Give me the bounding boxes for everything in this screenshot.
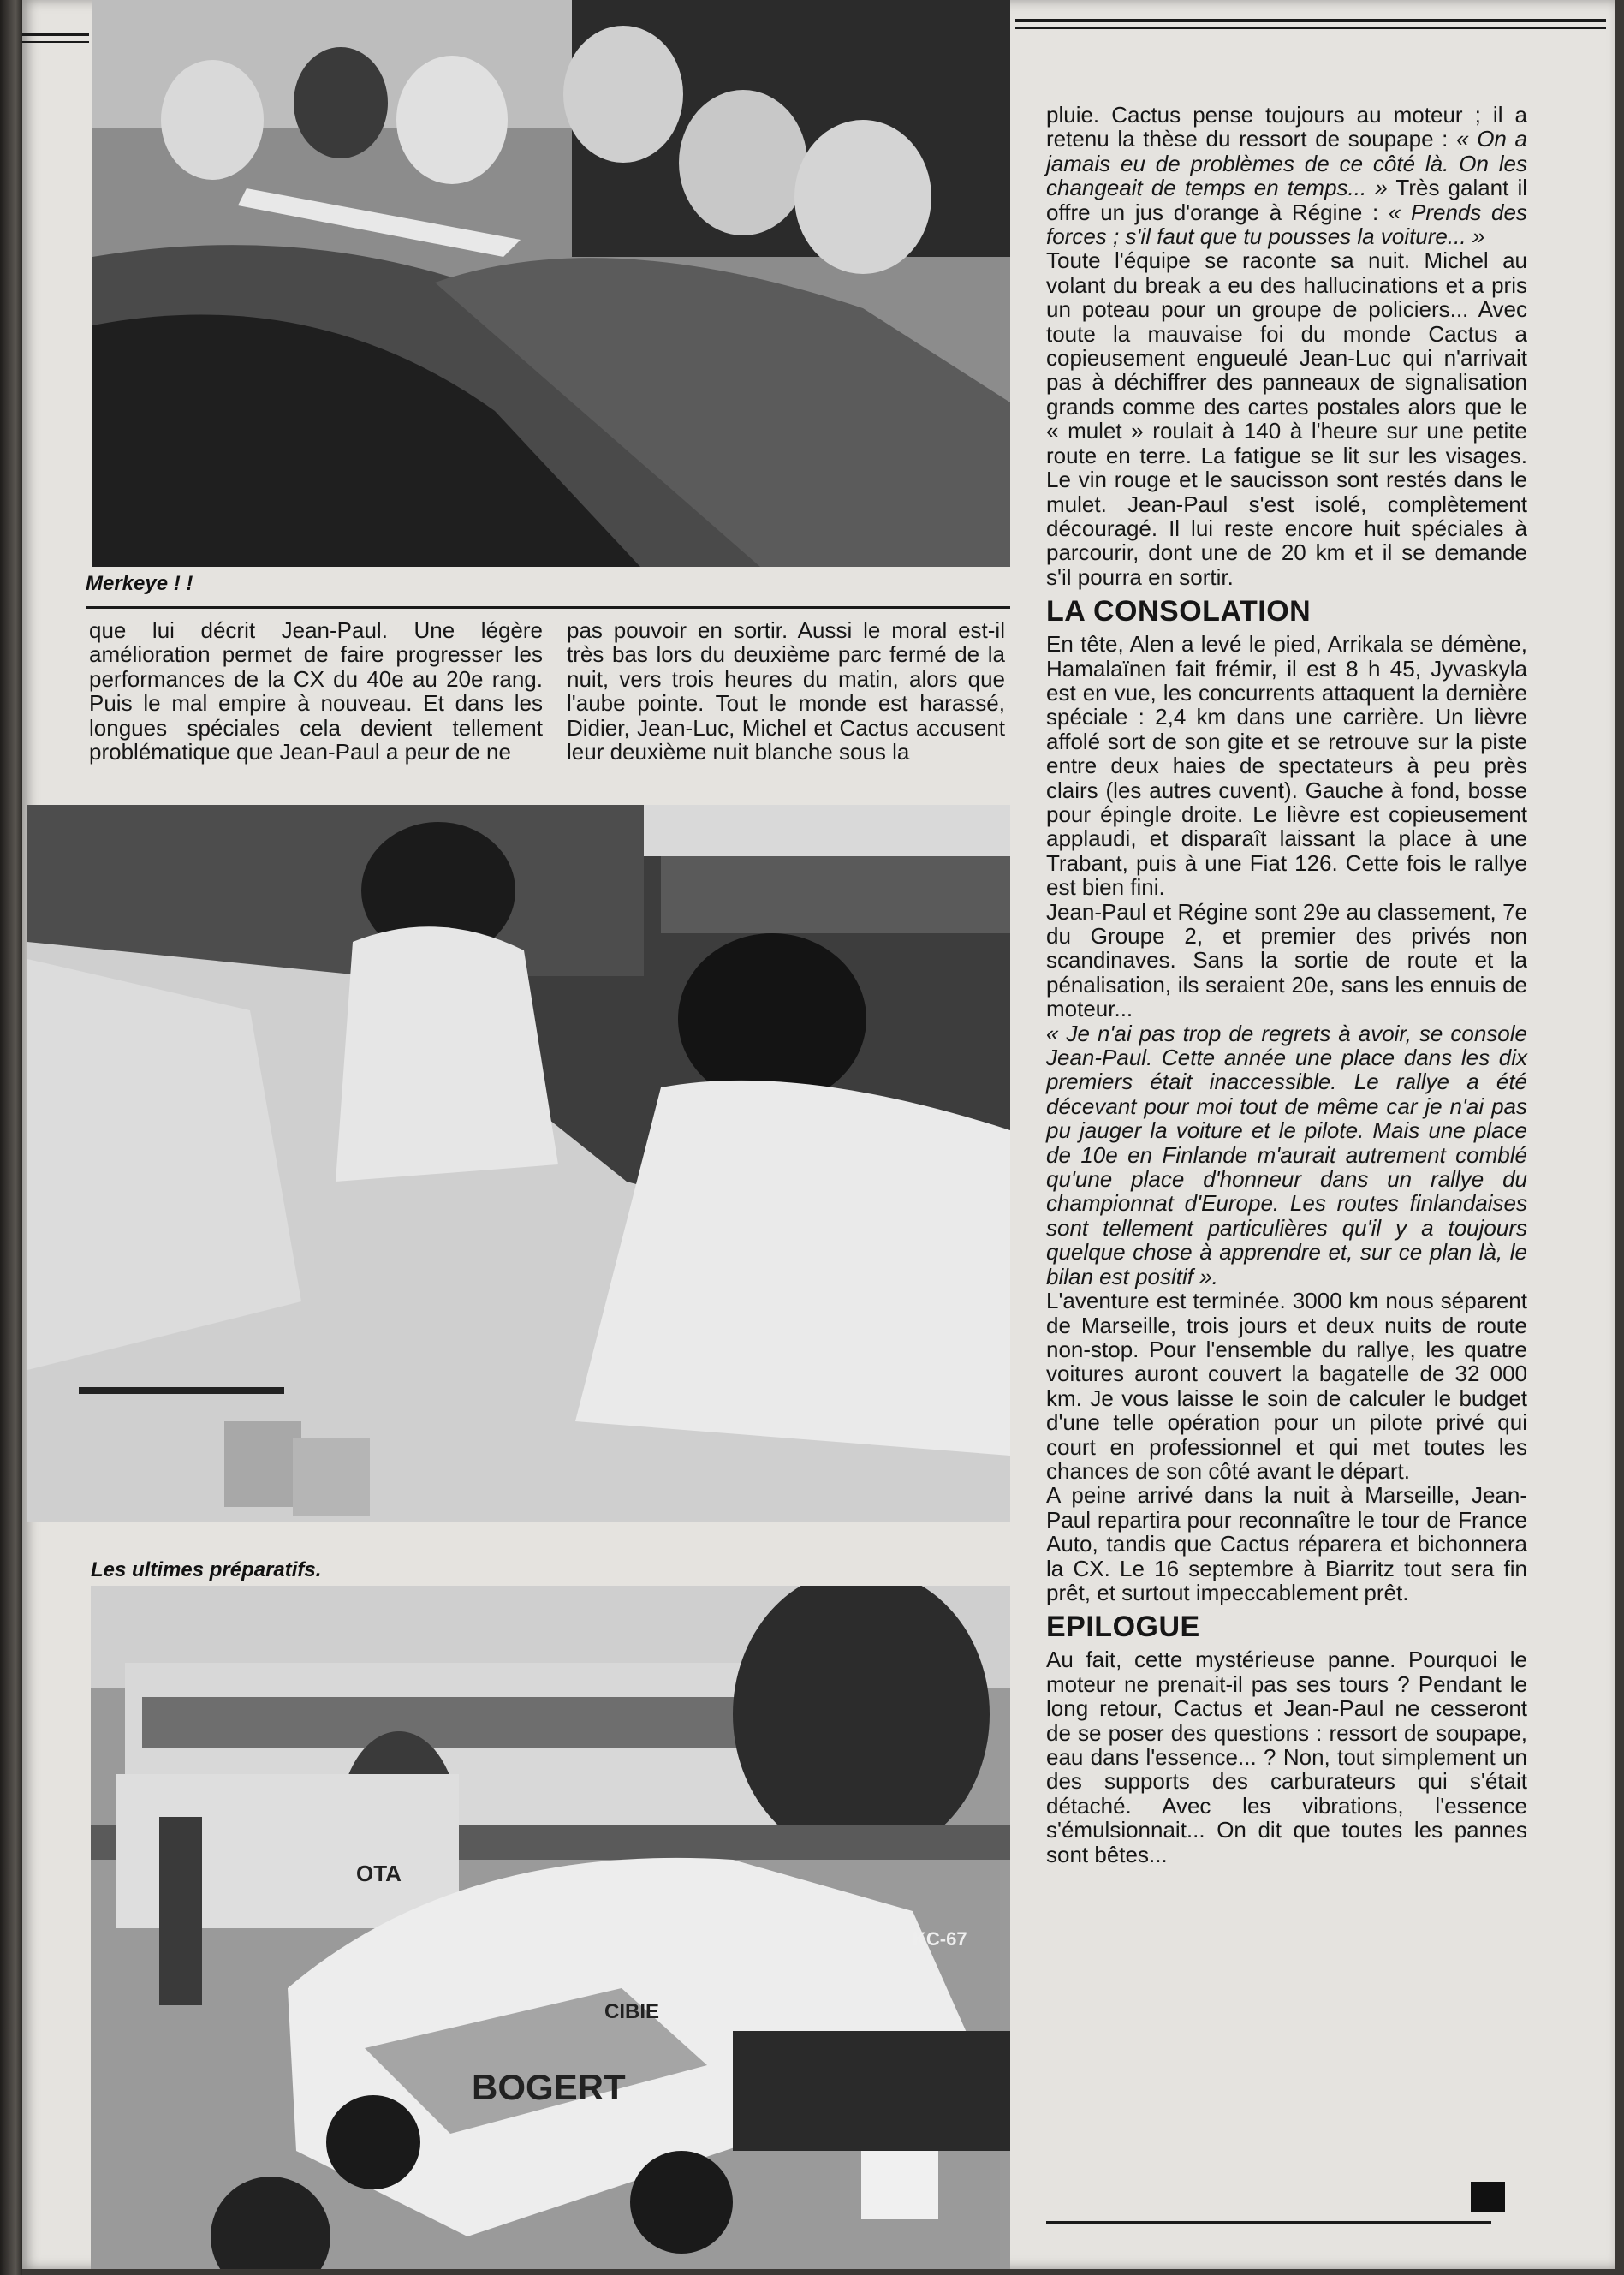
rc-p4: Jean-Paul et Régine sont 29e au classement, 7e du Groupe 2, et premier des privés non scandinaves. Sans la sortie de route et la pénalisation, ils seraient 20e, sans les ennuis de moteur...: [1046, 898, 1527, 1022]
text-right-column: [1046, 103, 1527, 1867]
end-of-article-square: [1471, 2182, 1505, 2212]
caption-photo-3: Les ultimes préparatifs.: [91, 1558, 322, 1581]
rc-p1: pluie. Cactus pense toujours au moteur ; il a retenu la thèse du ressort de soupape :: [1046, 102, 1527, 152]
rc-p8: Au fait, cette mystérieuse panne. Pourquoi le moteur ne prenait-il pas ses tours ? Pendant le long retour, Cactus et Jean-Paul ne cesseront de se poser des questions : ressort de soupape, eau dans l'essence... ? Non, tout simplement un des supports des carburateurs qui s'était détaché. Avec les vibrations, l'essence s'émulsionnait... On dit que toutes les pannes sont bêtes...: [1046, 1647, 1527, 1867]
text-middle-left: [89, 618, 543, 764]
heading-epilogue: EPILOGUE: [1046, 1611, 1200, 1644]
magazine-page: [22, 0, 1615, 2269]
magazine-spine: [0, 0, 22, 2275]
photo-children-at-car: [92, 0, 1010, 567]
closing-rule: [1046, 2221, 1491, 2224]
paragraph-middle-left: que lui décrit Jean-Paul. Une légère amélioration permet de faire progresser les performances de la CX du 40e au 20e rang. Puis le mal empire à nouveau. Et dans les longues spéciales cela devient tellement problématique que Jean-Paul a peur de ne: [89, 617, 543, 765]
heading-la-consolation: LA CONSOLATION: [1046, 595, 1312, 628]
car-sponsor-text: BOGERT: [472, 2067, 626, 2107]
rc-p6: L'aventure est terminée. 3000 km nous séparent de Marseille, trois jours et deux nuits de route non-stop. Pour l'ensemble du rallye, les quatre voitures auront couvert la bagatelle de 32 000 km. Je vous laisse le soin de calculer le budget d'une telle opération pour un pilote privé qui court en professionnel et qui met toutes les chances de son côté avant le départ.: [1046, 1288, 1527, 1484]
rc-p5-quote: « Je n'ai pas trop de regrets à avoir, se console Jean-Paul. Cette année une place dans les dix premiers était inaccessible. Le rallye a été décevant pour moi tout de même car je n'ai pas pu jauger la voiture et le pilote. Mais une place de 10e en Finlande m'aurait autrement comblé qu'une place d'honneur dans un rallye du championnat d'Europe. Les routes finlandaises sont tellement particulières qu'il y a toujours quelque chose à apprendre et, sur ce plan là, le bilan est positif ».: [1046, 1020, 1527, 1289]
truck-text: OTA: [356, 1861, 402, 1886]
rc-p7: A peine arrivé dans la nuit à Marseille, Jean-Paul repartira pour reconnaître le tour de France Auto, tandis que Cactus réparera et bichonnera la CX. Le 16 septembre à Biarritz tout sera fin prêt, et surtout impeccablement prêt.: [1046, 1482, 1527, 1605]
photo-service-park-illustration: [91, 1586, 1010, 2269]
rc-p2: Toute l'équipe se raconte sa nuit. Michel au volant du break a eu des hallucinations et a pris un poteau pour un groupe de policiers... Avec toute la mauvaise foi du monde Cactus a copieusement engueulé Jean-Luc qui n'arrivait pas à déchiffrer des panneaux de signalisation grands comme des cartes postales alors que le « mulet » roulait à 140 à l'heure sur une petite route en terre. La fatigue se lit sur les visages. Le vin rouge et le saucisson sont restés dans le mulet. Jean-Paul s'est isolé, complètement découragé. Il lui reste encore huit spéciales à parcourir, dont une de 20 km et il se demande s'il pourra en sortir.: [1046, 247, 1527, 590]
top-rule-left: [22, 33, 89, 36]
top-rule-right: [1015, 19, 1606, 22]
paragraph-middle-right: pas pouvoir en sortir. Aussi le moral est-il très bas lors du deuxième parc fermé de la nuit, vers trois heures du matin, alors que l'aube pointe. Tout le monde est harassé, Didier, Jean-Luc, Michel et Cactus accusent leur deuxième nuit blanche sous la: [567, 617, 1005, 765]
photo-map-study: [27, 805, 1010, 1522]
rc-p1-quote2: « Prends des forces ; s'il faut que tu pousses la voiture... »: [1046, 199, 1527, 250]
text-middle-right: [567, 618, 1005, 764]
top-rule-left-2: [22, 41, 89, 43]
rc-p3: En tête, Alen a levé le pied, Arrikala se démène, Hamalaïnen fait frémir, il est 8 h 45, Jyvaskyla est en vue, les concurrents attaquent la dernière spéciale : 2,4 km dans une carrière. Un lièvre affolé sort de son gite et se retrouve sur la piste entre deux haies de spectateurs à peu près clairs (les autres cuvent). Gauche à fond, bosse pour épingle droite. Le lièvre est copieusement applaudi, et disparaît laissant la place à une Trabant, puis à une Fiat 126. Cette fois le rallye est bien fini.: [1046, 631, 1527, 901]
rc-p1-quote: « On a jamais eu de problèmes de ce côté là. On les changeait de temps en temps... »: [1046, 126, 1527, 201]
photo-children-illustration: [92, 0, 1010, 567]
top-rule-right-2: [1015, 27, 1606, 29]
caption-photo-1: Merkeye ! !: [86, 572, 193, 595]
plate-text: KC-67: [913, 1928, 967, 1950]
photo-service-park: [91, 1586, 1010, 2269]
car-sponsor-text-2: CIBIE: [604, 2000, 660, 2023]
rc-p1-b: Très galant il offre un jus d'orange à Régine :: [1046, 175, 1528, 225]
rule-under-caption-1: [86, 606, 1010, 609]
photo-map-study-illustration: [27, 805, 1010, 1522]
